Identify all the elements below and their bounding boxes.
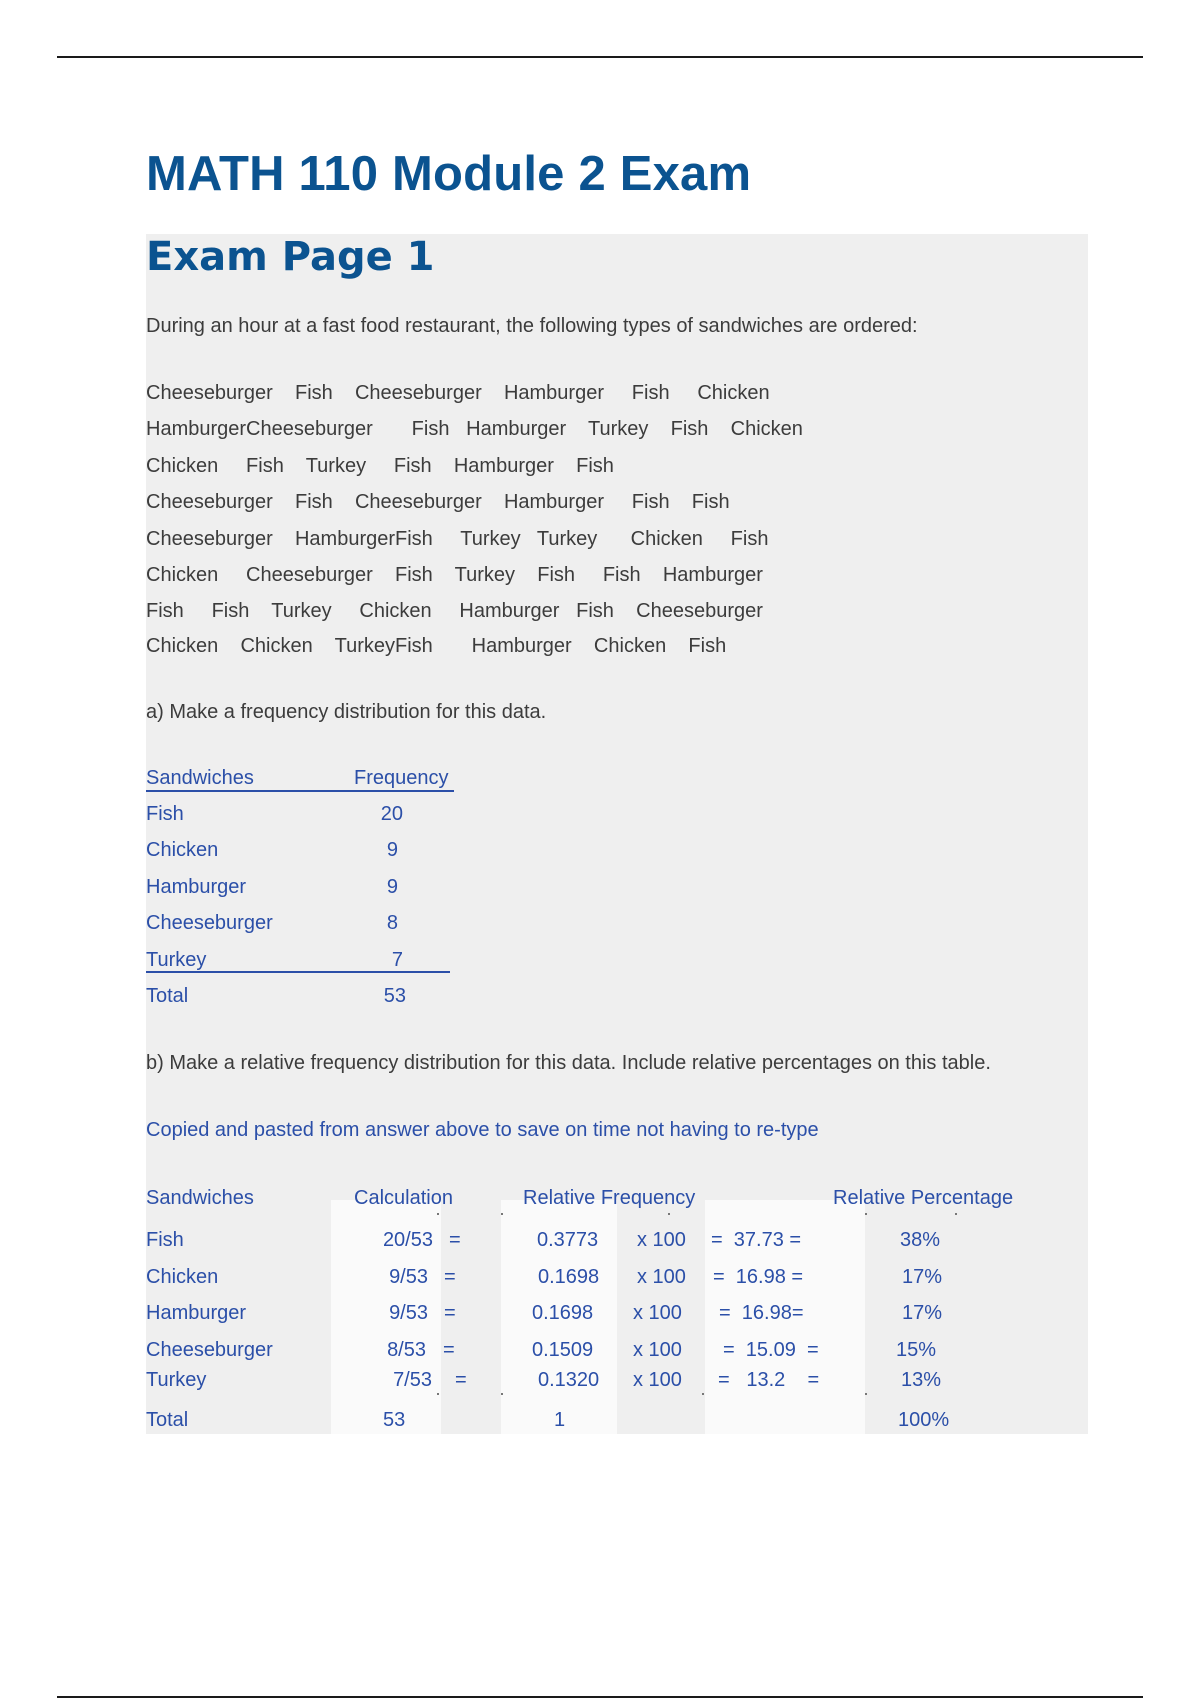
freq-value: 7 xyxy=(391,949,403,971)
rel-total-percentage: 100% xyxy=(898,1409,950,1431)
question-b: b) Make a relative frequency distribution for this data. Include relative percentages on this table. xyxy=(146,1052,991,1074)
question-a: a) Make a frequency distribution for this data. xyxy=(146,701,547,723)
rel-multiply: x 100 xyxy=(633,1339,682,1361)
rel-total-calc: 53 xyxy=(383,1409,406,1431)
cell-marker xyxy=(668,1213,670,1215)
freq-total-underline xyxy=(146,971,450,973)
freq-total-value: 53 xyxy=(383,985,406,1007)
rel-calc: 9/53 xyxy=(389,1302,428,1324)
rel-calc: 7/53 xyxy=(393,1369,432,1391)
cell-marker xyxy=(437,1393,439,1395)
rel-percentage: 13% xyxy=(901,1369,942,1391)
exam-page-panel xyxy=(146,234,1088,1434)
rel-item: Turkey xyxy=(146,1369,207,1391)
freq-item: Chicken xyxy=(146,839,219,861)
rel-equals: = xyxy=(444,1302,456,1324)
freq-header-sandwiches: Sandwiches xyxy=(146,767,254,789)
rel-equals: = xyxy=(443,1339,455,1361)
rel-frequency: 0.3773 xyxy=(537,1229,599,1251)
data-line-6: Chicken Cheeseburger Fish Turkey Fish Fish Hamburger xyxy=(146,564,763,586)
cell-marker xyxy=(865,1393,867,1395)
rel-header-sandwiches: Sandwiches xyxy=(146,1187,254,1209)
document-title: MATH 110 Module 2 Exam xyxy=(146,147,752,201)
freq-item: Hamburger xyxy=(146,876,247,898)
rel-frequency: 0.1698 xyxy=(532,1302,594,1324)
rel-result: = 15.09 = xyxy=(723,1339,819,1361)
rel-result: = 16.98 = xyxy=(713,1266,804,1288)
rel-result: = 13.2 = xyxy=(718,1369,820,1391)
rel-header-relative-percentage: Relative Percentage xyxy=(833,1187,1014,1209)
rel-calc: 9/53 xyxy=(389,1266,428,1288)
rel-header-relative-frequency: Relative Frequency xyxy=(523,1187,696,1209)
rel-equals: = xyxy=(455,1369,467,1391)
data-line-7: Fish Fish Turkey Chicken Hamburger Fish Cheeseburger xyxy=(146,600,763,622)
rel-multiply: x 100 xyxy=(633,1302,682,1324)
cell-marker xyxy=(865,1213,867,1215)
cell-marker xyxy=(501,1213,503,1215)
cell-marker xyxy=(437,1213,439,1215)
rel-equals: = xyxy=(444,1266,456,1288)
rel-percentage: 38% xyxy=(900,1229,941,1251)
cell-marker xyxy=(501,1393,503,1395)
freq-value: 9 xyxy=(386,839,398,861)
freq-total-label: Total xyxy=(146,985,189,1007)
data-line-2: HamburgerCheeseburger Fish Hamburger Turkey Fish Chicken xyxy=(146,418,803,440)
cell-marker xyxy=(955,1213,957,1215)
bottom-rule xyxy=(57,1696,1143,1698)
rel-calc: 20/53 xyxy=(382,1229,433,1251)
freq-item: Cheeseburger xyxy=(146,912,273,934)
rel-result: = 16.98= xyxy=(719,1302,804,1324)
rel-frequency: 0.1320 xyxy=(538,1369,600,1391)
freq-value: 20 xyxy=(380,803,403,825)
rel-equals: = xyxy=(449,1229,461,1251)
freq-item: Fish xyxy=(146,803,184,825)
freq-value: 9 xyxy=(386,876,398,898)
freq-value: 8 xyxy=(386,912,398,934)
data-line-5: Cheeseburger HamburgerFish Turkey Turkey Chicken Fish xyxy=(146,528,769,550)
rel-item: Chicken xyxy=(146,1266,219,1288)
rel-percentage: 15% xyxy=(896,1339,937,1361)
rel-percentage: 17% xyxy=(902,1266,943,1288)
rel-frequency: 0.1698 xyxy=(538,1266,600,1288)
rel-header-calculation: Calculation xyxy=(354,1187,453,1209)
rel-frequency: 0.1509 xyxy=(532,1339,594,1361)
rel-percentage: 17% xyxy=(902,1302,943,1324)
data-line-4: Cheeseburger Fish Cheeseburger Hamburger Fish Fish xyxy=(146,491,730,513)
rel-item: Fish xyxy=(146,1229,184,1251)
data-line-3: Chicken Fish Turkey Fish Hamburger Fish xyxy=(146,455,614,477)
rel-multiply: x 100 xyxy=(637,1266,686,1288)
note-text: Copied and pasted from answer above to save on time not having to re-type xyxy=(146,1119,819,1141)
rel-item: Cheeseburger xyxy=(146,1339,273,1361)
data-line-8: Chicken Chicken TurkeyFish Hamburger Chicken Fish xyxy=(146,635,727,657)
page-heading: Exam Page 1 xyxy=(146,234,435,280)
data-line-1: Cheeseburger Fish Cheeseburger Hamburger Fish Chicken xyxy=(146,382,770,404)
freq-header-frequency: Frequency xyxy=(354,767,449,789)
freq-header-underline xyxy=(146,790,454,792)
rel-total-frequency: 1 xyxy=(554,1409,566,1431)
top-rule xyxy=(57,56,1143,58)
rel-multiply: x 100 xyxy=(633,1369,682,1391)
cell-marker xyxy=(702,1393,704,1395)
intro-text: During an hour at a fast food restaurant, the following types of sandwiches are ordered: xyxy=(146,315,918,337)
rel-total-label: Total xyxy=(146,1409,189,1431)
rel-calc: 8/53 xyxy=(387,1339,426,1361)
rel-item: Hamburger xyxy=(146,1302,247,1324)
rel-multiply: x 100 xyxy=(637,1229,686,1251)
rel-result: = 37.73 = xyxy=(711,1229,802,1251)
freq-item: Turkey xyxy=(146,949,207,971)
